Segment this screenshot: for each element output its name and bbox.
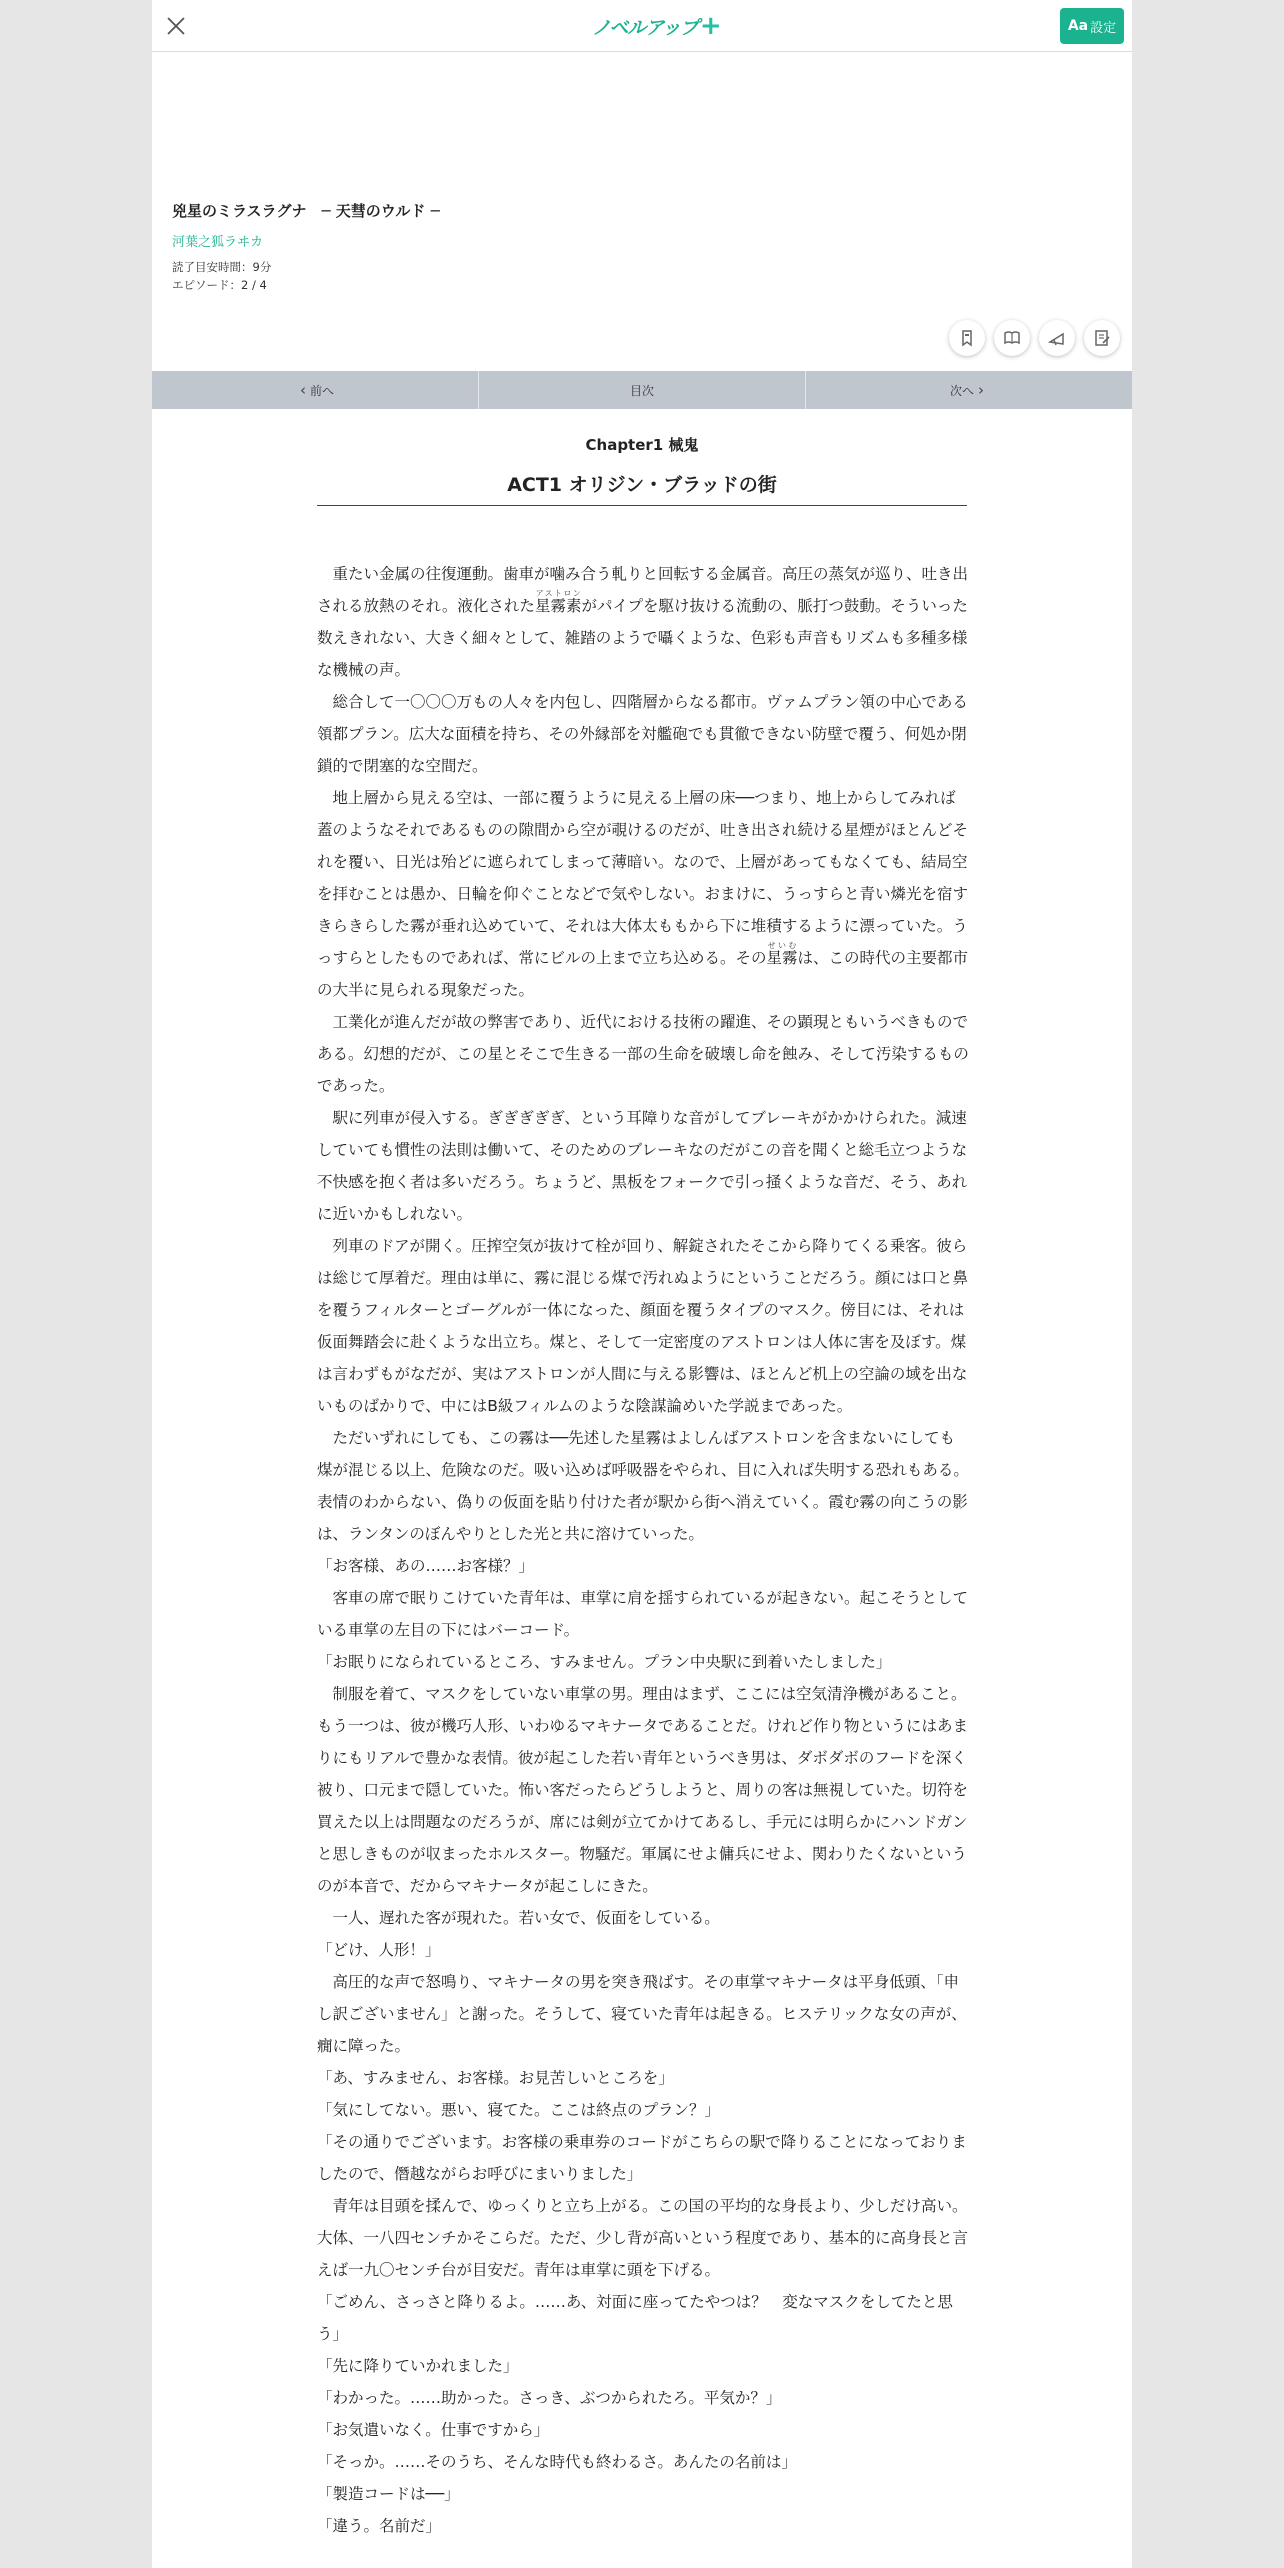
episode-count: エピソード：2 / 4 (172, 278, 267, 292)
prev-episode-button[interactable] (152, 371, 479, 409)
chevron-left-icon: ‹ (299, 380, 306, 399)
episode-title: ACT1 オリジン・ブラッドの街 (317, 470, 967, 506)
prev-label: 前へ (309, 383, 334, 398)
dialogue-line: 「その通りでございます。お客様の乗車券のコードがこちらの駅で降りることになっておりましたので、僭越ながらお呼びにまいりました」 (317, 2133, 967, 2183)
dialogue-line: 「先に降りていかれました」 (317, 2357, 519, 2375)
ruby-astron: 星霧素アストロン (534, 589, 582, 615)
chevron-right-icon: › (978, 380, 984, 399)
paragraph: 総合して一〇〇〇万もの人々を内包し、四階層からなる都市。ヴァムプラン領の中心である領都プラン。広大な面積を持ち、その外縁部を対艦砲でも貫徹できない防壁で覆う、何処か閉鎖的で閉塞的な空間だ。 (317, 693, 968, 775)
edit-note-icon (1093, 329, 1111, 347)
episode-body (317, 558, 969, 2542)
paragraph: 客車の席で眠りこけていた青年は、車掌に肩を揺すられているが起きない。起こそうとしている車掌の左目の下にはバーコード。 (317, 1589, 969, 1639)
close-icon (165, 15, 187, 37)
paragraph: 列車のドアが開く。圧搾空気が抜けて栓が回り、解錠されたそこから降りてくる乗客。彼らは総じて厚着だ。理由は単に、霧に混じる煤で汚れぬようにということだろう。顔には口と鼻を覆うフィルターとゴーグルが一体になった、顔面を覆うタイプのマスク。傍目には、それは仮面舞踏会に赴くような出立ち。煤と、そして一定密度のアストロンは人体に害を及ぼす。煤は言わずもがなだが、実はアストロンが人間に与える影響は、ほとんど机上の空論の域を出ないものばかりで、中にはB級フィルムのような陰謀論めいた学説まであった。 (317, 1237, 969, 1415)
font-size-icon: Aa (1067, 18, 1089, 34)
paragraph: 工業化が進んだが故の弊害であり、近代における技術の躍進、その顕現ともいうべきものである。幻想的だが、この星とそこで生きる一部の生命を破壊し命を蝕み、そして汚染するものであった。 (317, 1013, 969, 1095)
paragraph: 地上層から見える空は、一部に覆うように見える上層の床──つまり、地上からしてみれば蓋のようなそれであるものの隙間から空が覗けるのだが、吐き出され続ける星煙がほとんどそれを覆い、日光は殆どに遮られてしまって薄暗い。なので、上層があってもなくても、結局空を拝むことは愚か、日輪を仰ぐことなどで気やしない。おまけに、うっすらと青い燐光を宿すきらきらした霧が垂れ込めていて、それは大体太ももから下に堆積するように漂っていた。うっすらとしたものであれば、常にビルの上まで立ち込める。その星霧せいむは、この時代の主要都市の大半に見られる現象だった。 (317, 789, 969, 999)
paragraph: 重たい金属の往復運動。歯車が噛み合う軋りと回転する金属音。高圧の蒸気が巡り、吐き出される放熱のそれ。液化された星霧素アストロンがパイプを駆け抜ける流動の、脈打つ鼓動。そういった数えきれない、大きく細々として、雑踏のようで囁くような、色彩も声音もリズムも多種多様な機械の声。 (317, 565, 969, 679)
work-meta (172, 258, 872, 294)
dialogue-line: 「お客様、あの……お客様？」 (317, 1557, 535, 1575)
paragraph: 制服を着て、マスクをしていない車掌の男。理由はまず、ここには空気清浄機があること。もう一つは、彼が機巧人形、いわゆるマキナータであることだ。けれど作り物というにはあまりにもリアルで豊かな表情。彼が起こした若い青年というべき男は、ダボダボのフードを深く被り、口元まで隠していた。怖い客だったらどうしようと、周りの客は無視していた。切符を買えた以上は問題なのだろうが、席には剣が立てかけてあるし、手元には明らかにハンドガンと思しきものが収まったホルスター。物騒だ。軍属にせよ傭兵にせよ、関わりたくないというのが本音で、だからマキナータが起こしにきた。 (317, 1685, 969, 1895)
reading-time: 読了目安時間：9分 (172, 260, 272, 274)
logo-plus: + (699, 11, 721, 41)
comment-button[interactable] (1084, 320, 1120, 356)
settings-label: 設定 (1090, 20, 1117, 36)
chapter-title: Chapter1 械鬼 (585, 436, 699, 454)
dialogue-line: 「あ、すみません、お客様。お見苦しいところを」 (317, 2069, 674, 2087)
paragraph: 青年は目頭を揉んで、ゆっくりと立ち上がる。この国の平均的な身長より、少しだけ高い。大体、一八四センチかそこらだ。ただ、少し背が高いという程度であり、基本的に高身長と言えば一九〇センチ台が目安だ。青年は車掌に頭を下げる。 (317, 2197, 969, 2279)
dialogue-line: 「ごめん、さっさと降りるよ。……あ、対面に座ってたやつは？ 変なマスクをしてたと思う」 (317, 2293, 953, 2343)
megaphone-icon (1048, 329, 1066, 347)
action-icons (949, 320, 1120, 356)
bookmark-button[interactable] (949, 320, 985, 356)
work-info (172, 200, 872, 294)
ruby-seimu: 星霧せいむ (766, 941, 798, 967)
author-link[interactable]: 河葉之狐ラヰカ (172, 235, 264, 250)
cheer-button[interactable] (1039, 320, 1075, 356)
toc-label: 目次 (629, 383, 654, 398)
next-episode-button[interactable] (806, 371, 1132, 409)
paragraph: ただいずれにしても、この霧は──先述した星霧はよしんばアストロンを含まないにしても煤が混じる以上、危険なのだ。吸い込めば呼吸器をやられ、目に入れば失明する恐れもある。表情のわからない、偽りの仮面を貼り付けた者が駅から街へ消えていく。霞む霧の向こうの影は、ランタンのぼんやりとした光と共に溶けていった。 (317, 1429, 969, 1543)
dialogue-line: 「気にしてない。悪い、寝てた。ここは終点のプラン？」 (317, 2101, 721, 2119)
bookshelf-button[interactable] (994, 320, 1030, 356)
dialogue-line: 「そっか。……そのうち、そんな時代も終わるさ。あんたの名前は」 (317, 2453, 797, 2471)
display-settings-button[interactable] (1060, 8, 1124, 44)
bookmark-icon (958, 329, 976, 347)
book-icon (1003, 329, 1021, 347)
paragraph: 一人、遅れた客が現れた。若い女で、仮面をしている。 (317, 1909, 720, 1927)
toc-button[interactable] (479, 371, 806, 409)
paragraph: 高圧的な声で怒鳴り、マキナータの男を突き飛ばす。その車掌マキナータは平身低頭、「申し訳ございません」と謝った。そうして、寝ていた青年は起きる。ヒステリックな女の声が、癇に障った。 (317, 1973, 967, 2055)
top-bar (152, 0, 1132, 52)
dialogue-line: 「どけ、人形！」 (317, 1941, 441, 1959)
dialogue-line: 「違う。名前だ」 (317, 2517, 442, 2535)
dialogue-line: 「お眠りになられているところ、すみません。プラン中央駅に到着いたしました」 (317, 1653, 892, 1671)
next-label: 次へ (949, 383, 974, 398)
work-title[interactable]: 兇星のミラスラグナ ─ 天彗のウルド ─ (172, 202, 440, 220)
dialogue-line: 「お気遣いなく。仕事ですから」 (317, 2421, 550, 2439)
reader-page (152, 0, 1132, 2568)
dialogue-line: 「わかった。……助かった。さっき、ぶつかられたろ。平気か？」 (317, 2389, 782, 2407)
logo-text: ノベルアップ (592, 16, 698, 39)
paragraph: 駅に列車が侵入する。ぎぎぎぎぎ、という耳障りな音がしてブレーキがかかけられた。減速していても慣性の法則は働いて、そのためのブレーキなのだがこの音を聞くと総毛立つような不快感を抱く者は多いだろう。ちょうど、黒板をフォークで引っ掻くような音だ、そう、あれに近いかもしれない。 (317, 1109, 968, 1223)
close-button[interactable] (160, 10, 192, 42)
episode-navigation (152, 371, 1132, 409)
site-logo[interactable] (592, 12, 721, 40)
dialogue-line: 「製造コードは──」 (317, 2485, 460, 2503)
